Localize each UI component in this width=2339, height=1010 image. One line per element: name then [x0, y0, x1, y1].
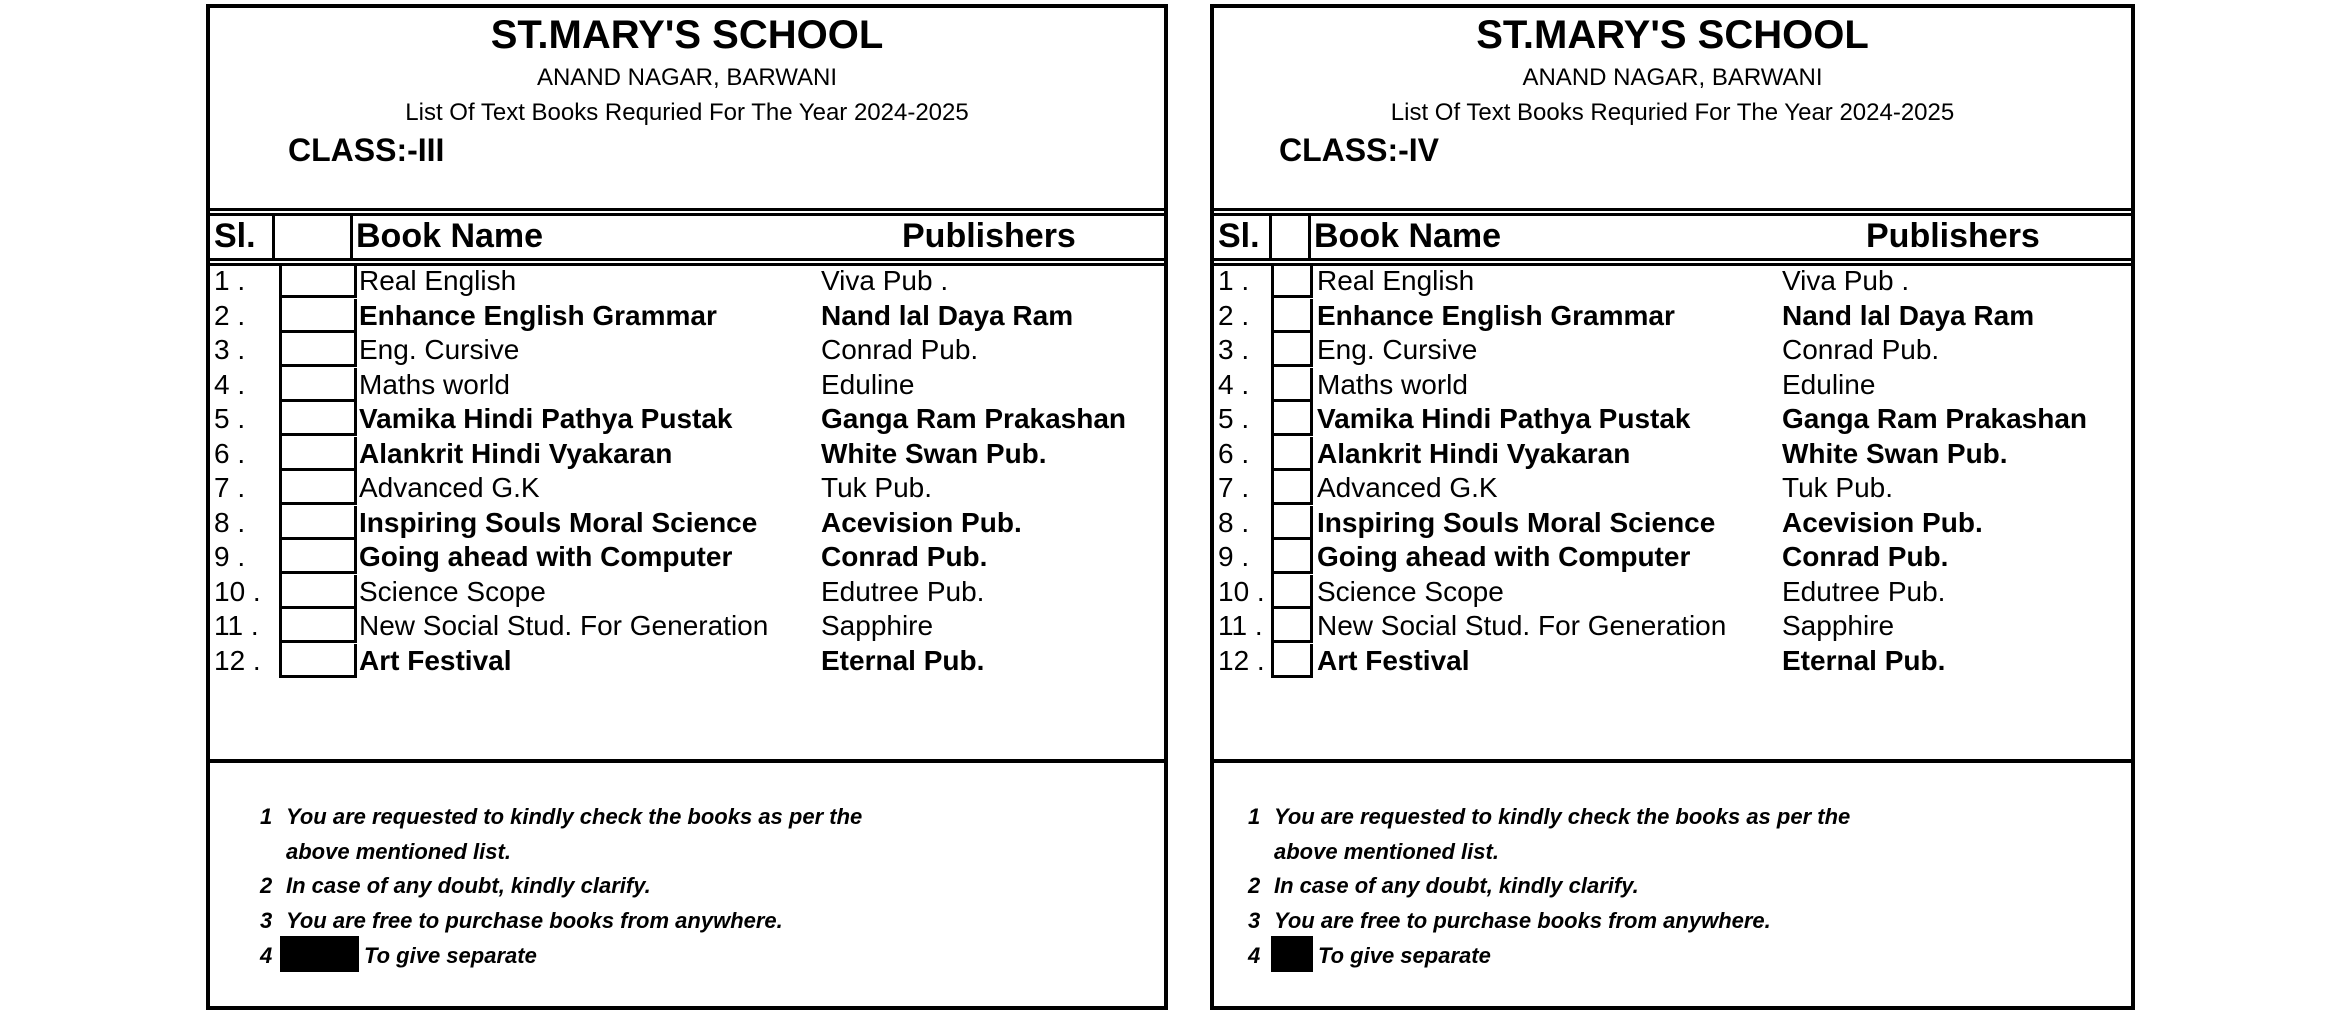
book-name: Art Festival	[1317, 644, 1470, 676]
header-publishers: Publishers	[902, 217, 1076, 255]
book-row	[210, 299, 1164, 333]
book-row	[1214, 471, 2131, 505]
book-publisher: Eternal Pub.	[1782, 644, 1946, 676]
book-column-divider	[1271, 264, 1274, 678]
book-publisher: Conrad Pub.	[1782, 541, 1949, 572]
list-title: List Of Text Books Requried For The Year 2024-2025	[1390, 99, 1955, 126]
book-checkbox[interactable]	[1271, 471, 1313, 505]
book-serial: 3 .	[1218, 334, 1250, 365]
header-bottom-rule	[210, 258, 1164, 261]
booklist-sheet-class-4	[1210, 4, 2135, 1010]
book-name: Vamika Hindi Pathya Pustak	[1317, 403, 1691, 434]
book-serial: 9 .	[1218, 541, 1250, 572]
book-serial: 2 .	[214, 299, 246, 331]
book-name: Going ahead with Computer	[1317, 541, 1691, 572]
header-bottom-rule	[1214, 258, 2131, 261]
book-publisher: Ganga Ram Prakashan	[1782, 403, 2088, 434]
note-1-text-cont: above mentioned list.	[286, 839, 511, 864]
book-row	[1214, 264, 2131, 298]
book-publisher: Sapphire	[1782, 610, 1895, 641]
header-divider	[1308, 214, 1311, 258]
book-publisher: Ganga Ram Prakashan	[821, 403, 1127, 434]
note-2-number: 2	[1248, 873, 1261, 898]
header-top-rule	[210, 208, 1164, 211]
book-row	[1214, 506, 2131, 540]
notes-divider	[1214, 759, 2131, 763]
book-publisher: Acevision Pub.	[821, 506, 1022, 538]
book-checkbox[interactable]	[279, 506, 357, 540]
book-serial: 12 .	[1218, 644, 1265, 676]
book-row	[210, 333, 1164, 367]
book-name: Vamika Hindi Pathya Pustak	[359, 403, 733, 434]
book-name: Real English	[359, 265, 517, 296]
book-name: Art Festival	[359, 644, 512, 676]
book-checkbox[interactable]	[1271, 299, 1313, 333]
note-3-number: 3	[1248, 908, 1261, 933]
book-row	[210, 644, 1164, 678]
book-checkbox[interactable]	[1271, 575, 1313, 609]
note-2-text: In case of any doubt, kindly clarify.	[286, 873, 651, 898]
book-row	[210, 402, 1164, 436]
book-serial: 11 .	[1218, 610, 1263, 641]
header-top-rule	[1214, 208, 2131, 211]
book-name: Inspiring Souls Moral Science	[359, 506, 758, 538]
book-serial: 5 .	[214, 403, 246, 434]
book-row	[1214, 299, 2131, 333]
book-name: Inspiring Souls Moral Science	[1317, 506, 1716, 538]
book-name: Alankrit Hindi Vyakaran	[359, 437, 673, 469]
book-publisher: Viva Pub .	[1782, 265, 1910, 296]
school-address: ANAND NAGAR, BARWANI	[1522, 64, 1823, 91]
header-divider	[350, 214, 353, 258]
book-row	[210, 264, 1164, 298]
header-serial: Sl.	[1218, 217, 1260, 255]
book-row	[210, 368, 1164, 402]
book-name: Advanced G.K	[359, 472, 540, 503]
book-checkbox[interactable]	[279, 402, 357, 436]
school-name: ST.MARY'S SCHOOL	[490, 13, 884, 57]
header-book-name: Book Name	[356, 217, 544, 255]
book-name: Enhance English Grammar	[1317, 299, 1675, 331]
book-publisher: Edutree Pub.	[1782, 575, 1946, 607]
book-publisher: Eduline	[1782, 368, 1876, 400]
book-checkbox[interactable]	[279, 368, 357, 402]
book-serial: 7 .	[214, 472, 246, 503]
class-label: CLASS:-III	[288, 132, 445, 168]
book-checkbox[interactable]	[1271, 540, 1313, 574]
book-checkbox[interactable]	[1271, 609, 1313, 643]
school-name: ST.MARY'S SCHOOL	[1476, 13, 1869, 57]
book-name: Science Scope	[1317, 575, 1504, 607]
book-row	[1214, 333, 2131, 367]
book-name: Eng. Cursive	[1317, 334, 1478, 365]
book-publisher: Nand lal Daya Ram	[821, 299, 1074, 331]
book-name: Enhance English Grammar	[359, 299, 717, 331]
note-2-number: 2	[260, 873, 273, 898]
book-name: Eng. Cursive	[359, 334, 520, 365]
book-row	[1214, 609, 2131, 643]
book-checkbox[interactable]	[1271, 264, 1313, 298]
school-address: ANAND NAGAR, BARWANI	[536, 64, 838, 91]
book-publisher: Tuk Pub.	[821, 472, 933, 503]
book-name: Going ahead with Computer	[359, 541, 733, 572]
book-publisher: Conrad Pub.	[821, 334, 979, 365]
book-row	[210, 437, 1164, 471]
book-name: New Social Stud. For Generation	[359, 610, 769, 641]
book-checkbox[interactable]	[279, 437, 357, 471]
note-1-text: You are requested to kindly check the books as per the	[286, 804, 863, 829]
book-checkbox[interactable]	[279, 264, 357, 298]
book-serial: 8 .	[1218, 506, 1250, 538]
note-1-number: 1	[260, 804, 273, 829]
note-1-number: 1	[1248, 804, 1261, 829]
book-publisher: Nand lal Daya Ram	[1782, 299, 2035, 331]
book-serial: 5 .	[1218, 403, 1250, 434]
book-checkbox[interactable]	[1271, 644, 1313, 678]
book-serial: 10 .	[1218, 575, 1265, 607]
header-book-name: Book Name	[1314, 217, 1502, 255]
book-serial: 1 .	[214, 265, 246, 296]
book-serial: 7 .	[1218, 472, 1250, 503]
separate-marker-swatch	[1271, 936, 1313, 972]
note-4-number: 4	[260, 943, 273, 968]
book-publisher: Edutree Pub.	[821, 575, 985, 607]
class-label: CLASS:-IV	[1279, 132, 1439, 168]
book-row	[210, 609, 1164, 643]
book-serial: 8 .	[214, 506, 246, 538]
book-checkbox[interactable]	[279, 609, 357, 643]
header-divider	[1269, 214, 1272, 258]
note-4-text: To give separate	[364, 943, 537, 968]
book-checkbox[interactable]	[1271, 437, 1313, 471]
book-name: Maths world	[1317, 368, 1468, 400]
book-name: Real English	[1317, 265, 1475, 296]
header-divider	[272, 214, 275, 258]
book-serial: 3 .	[214, 334, 246, 365]
book-serial: 2 .	[1218, 299, 1250, 331]
book-row	[210, 540, 1164, 574]
book-name: Science Scope	[359, 575, 546, 607]
note-4-text: To give separate	[1318, 943, 1491, 968]
book-checkbox[interactable]	[279, 471, 357, 505]
book-checkbox[interactable]	[1271, 506, 1313, 540]
book-row	[210, 575, 1164, 609]
book-name: Alankrit Hindi Vyakaran	[1317, 437, 1631, 469]
book-publisher: White Swan Pub.	[1782, 437, 2008, 469]
book-publisher: Viva Pub .	[821, 265, 949, 296]
book-publisher: Eternal Pub.	[821, 644, 985, 676]
header-serial: Sl.	[214, 217, 256, 255]
book-row	[210, 506, 1164, 540]
list-title: List Of Text Books Requried For The Year 2024-2025	[405, 99, 969, 126]
note-1-text: You are requested to kindly check the books as per the	[1274, 804, 1851, 829]
note-2-text: In case of any doubt, kindly clarify.	[1274, 873, 1639, 898]
book-checkbox[interactable]	[279, 299, 357, 333]
book-serial: 12 .	[214, 644, 261, 676]
note-3-text: You are free to purchase books from anywhere.	[1274, 908, 1771, 933]
book-row	[210, 471, 1164, 505]
book-publisher: Conrad Pub.	[821, 541, 988, 572]
book-serial: 11 .	[214, 610, 259, 641]
book-publisher: Sapphire	[821, 610, 934, 641]
book-row	[1214, 575, 2131, 609]
book-checkbox[interactable]	[1271, 333, 1313, 367]
book-name: Advanced G.K	[1317, 472, 1498, 503]
book-checkbox[interactable]	[279, 333, 357, 367]
book-publisher: Eduline	[821, 368, 915, 400]
book-checkbox[interactable]	[279, 540, 357, 574]
book-row	[1214, 540, 2131, 574]
booklist-sheet-class-3	[206, 4, 1168, 1010]
header-publishers: Publishers	[1866, 217, 2040, 255]
note-1-text-cont: above mentioned list.	[1274, 839, 1499, 864]
book-publisher: Tuk Pub.	[1782, 472, 1894, 503]
separate-marker-swatch	[280, 936, 359, 972]
book-serial: 6 .	[214, 437, 246, 469]
book-row	[1214, 644, 2131, 678]
book-publisher: Conrad Pub.	[1782, 334, 1940, 365]
book-row	[1214, 368, 2131, 402]
book-publisher: Acevision Pub.	[1782, 506, 1983, 538]
book-checkbox[interactable]	[1271, 402, 1313, 436]
book-checkbox[interactable]	[279, 644, 357, 678]
book-row	[1214, 437, 2131, 471]
book-column-divider	[279, 264, 282, 678]
book-publisher: White Swan Pub.	[821, 437, 1047, 469]
book-serial: 1 .	[1218, 265, 1250, 296]
note-4-number: 4	[1248, 943, 1261, 968]
note-3-number: 3	[260, 908, 273, 933]
book-row	[1214, 402, 2131, 436]
book-name: New Social Stud. For Generation	[1317, 610, 1727, 641]
book-checkbox[interactable]	[1271, 368, 1313, 402]
notes-divider	[210, 759, 1164, 763]
note-3-text: You are free to purchase books from anywhere.	[286, 908, 783, 933]
book-serial: 6 .	[1218, 437, 1250, 469]
book-serial: 4 .	[214, 368, 246, 400]
book-serial: 9 .	[214, 541, 246, 572]
book-checkbox[interactable]	[279, 575, 357, 609]
book-serial: 4 .	[1218, 368, 1250, 400]
book-serial: 10 .	[214, 575, 261, 607]
book-name: Maths world	[359, 368, 510, 400]
